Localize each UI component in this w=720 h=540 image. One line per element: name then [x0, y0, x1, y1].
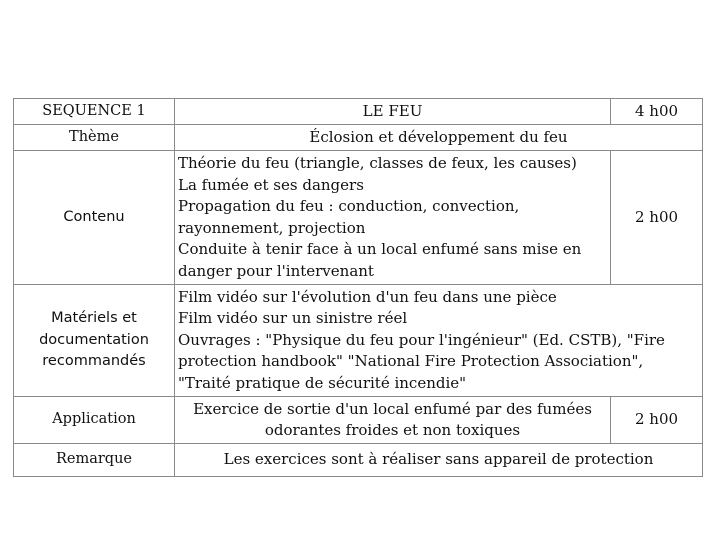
content-row [14, 151, 703, 285]
theme-value: Éclosion et développement du feu [175, 125, 703, 151]
materials-line: Film vidéo sur un sinistre réel [178, 309, 408, 328]
materials-line: Ouvrages : "Physique du feu pour l'ingénieur" (Ed. CSTB), "Fire protection handbook" "National Fire Protection Association", "Traité pratique de sécurité incendie" [178, 330, 665, 392]
content-line: La fumée et ses dangers [178, 175, 364, 194]
materials-line: Film vidéo sur l'évolution d'un feu dans une pièce [178, 287, 557, 306]
remark-value: Les exercices sont à réaliser sans appareil de protection [175, 444, 703, 477]
content-line: Conduite à tenir face à un local enfumé sans mise en danger pour l'intervenant [178, 240, 582, 280]
materials-row [14, 285, 703, 397]
theme-row [14, 125, 703, 151]
application-label: Application [14, 397, 175, 444]
content-list [175, 151, 611, 285]
content-line: Théorie du feu (triangle, classes de feux, les causes) [178, 154, 577, 172]
sequence-header-row [14, 99, 703, 125]
materials-label: Matériels et documentation recommandés [14, 285, 175, 397]
remark-row [14, 444, 703, 477]
sequence-label: SEQUENCE 1 [14, 99, 175, 125]
training-sequence-table [13, 98, 703, 477]
application-value: Exercice de sortie d'un local enfumé par des fumées odorantes froides et non toxiques [175, 397, 611, 444]
content-duration: 2 h00 [611, 151, 703, 285]
application-row [14, 397, 703, 444]
sequence-title: LE FEU [175, 99, 611, 125]
content-label: Contenu [14, 151, 175, 285]
remark-label: Remarque [14, 444, 175, 477]
application-duration: 2 h00 [611, 397, 703, 444]
theme-label: Thème [14, 125, 175, 151]
sequence-duration: 4 h00 [611, 99, 703, 125]
content-line: Propagation du feu : conduction, convection, rayonnement, projection [178, 197, 520, 237]
materials-list [175, 285, 703, 397]
